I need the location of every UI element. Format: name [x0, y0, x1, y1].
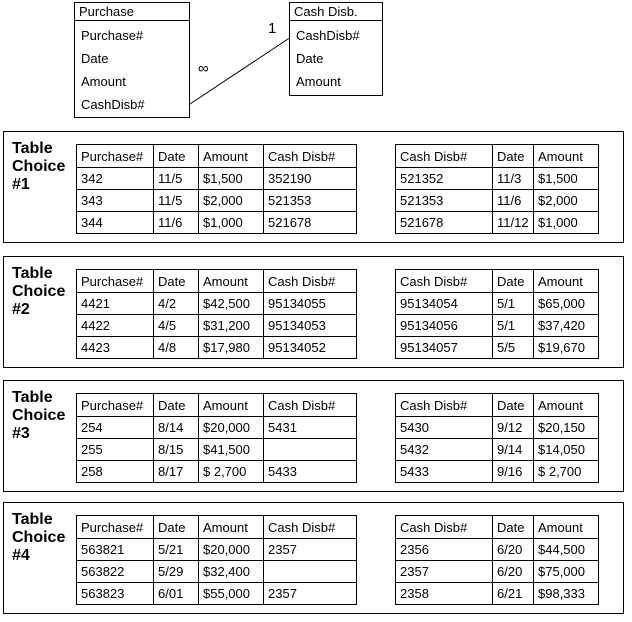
table-row	[396, 190, 599, 212]
table-cell: 5433	[264, 461, 357, 483]
table-cell: 255	[77, 439, 154, 461]
table-cell: 5433	[396, 461, 493, 483]
purchase-attr: Amount	[81, 74, 126, 89]
table-row	[396, 417, 599, 439]
table-row	[77, 212, 357, 234]
table-cell: 9/16	[493, 461, 534, 483]
table-row	[396, 461, 599, 483]
table-row	[396, 293, 599, 315]
cash-disb-table	[395, 393, 599, 483]
table-cell: 95134054	[396, 293, 493, 315]
column-header: Date	[154, 270, 199, 293]
table-cell: 563823	[77, 583, 154, 605]
table-cell: $2,000	[534, 190, 599, 212]
table-cell: 4421	[77, 293, 154, 315]
table-choice-box	[3, 380, 624, 492]
table-cell: 9/14	[493, 439, 534, 461]
table-cell: 521678	[396, 212, 493, 234]
table-cell: 5430	[396, 417, 493, 439]
table-cell: 344	[77, 212, 154, 234]
cash-disb-entity	[289, 2, 383, 96]
table-cell: 521678	[264, 212, 357, 234]
table-header-row	[77, 394, 357, 417]
table-cell: $98,333	[534, 583, 599, 605]
cash-disb-table	[395, 144, 599, 234]
table-choice-label-line: Choice	[12, 529, 66, 546]
column-header: Amount	[534, 394, 599, 417]
table-choice-label-line: #4	[12, 547, 30, 564]
table-cell: 8/14	[154, 417, 199, 439]
table-header-row	[396, 270, 599, 293]
table-cell	[264, 439, 357, 461]
table-cell: 8/15	[154, 439, 199, 461]
purchase-entity-title: Purchase	[75, 3, 189, 21]
table-cell: 2357	[264, 583, 357, 605]
table-row	[77, 315, 357, 337]
table-cell: 6/20	[493, 561, 534, 583]
column-header: Purchase#	[77, 394, 154, 417]
table-cell	[264, 561, 357, 583]
column-header: Date	[493, 270, 534, 293]
table-cell: 95134052	[264, 337, 357, 359]
table-header-row	[77, 145, 357, 168]
table-cell: 6/01	[154, 583, 199, 605]
column-header: Cash Disb#	[396, 145, 493, 168]
table-cell: 2357	[264, 539, 357, 561]
table-cell: $20,000	[199, 539, 264, 561]
table-cell: 4/5	[154, 315, 199, 337]
table-header-row	[77, 516, 357, 539]
purchase-entity	[74, 2, 190, 118]
table-row	[396, 168, 599, 190]
table-row	[396, 439, 599, 461]
column-header: Amount	[534, 270, 599, 293]
table-choice-label-line: Table	[12, 389, 53, 406]
table-cell: $1,000	[534, 212, 599, 234]
table-choice-box	[3, 256, 624, 368]
table-cell: $32,400	[199, 561, 264, 583]
table-choice-label	[12, 389, 65, 443]
table-choice-label	[12, 140, 65, 194]
table-cell: $55,000	[199, 583, 264, 605]
table-cell: $1,500	[199, 168, 264, 190]
table-row	[396, 337, 599, 359]
table-choice-label-line: Table	[12, 265, 53, 282]
table-header-row	[396, 394, 599, 417]
column-header: Date	[154, 145, 199, 168]
table-cell: 563821	[77, 539, 154, 561]
table-cell: 11/5	[154, 190, 199, 212]
table-cell: 2356	[396, 539, 493, 561]
table-cell: $75,000	[534, 561, 599, 583]
cash-disb-table	[395, 269, 599, 359]
column-header: Amount	[199, 394, 264, 417]
column-header: Date	[493, 394, 534, 417]
table-choice-label-line: #1	[12, 176, 30, 193]
table-cell: 11/6	[493, 190, 534, 212]
table-cell: 2358	[396, 583, 493, 605]
table-cell: $31,200	[199, 315, 264, 337]
table-cell: 11/3	[493, 168, 534, 190]
column-header: Cash Disb#	[264, 270, 357, 293]
table-cell: 4423	[77, 337, 154, 359]
column-header: Date	[154, 516, 199, 539]
purchase-attr: CashDisb#	[81, 97, 145, 112]
purchase-attr: Purchase#	[81, 28, 144, 43]
table-cell: 521353	[264, 190, 357, 212]
table-cell: 5/21	[154, 539, 199, 561]
table-cell: 11/5	[154, 168, 199, 190]
column-header: Date	[493, 516, 534, 539]
table-cell: $20,150	[534, 417, 599, 439]
table-row	[77, 539, 357, 561]
purchase-table	[76, 269, 357, 359]
table-row	[77, 190, 357, 212]
table-cell: 254	[77, 417, 154, 439]
table-row	[77, 461, 357, 483]
table-choice-label-line: Table	[12, 511, 53, 528]
table-row	[396, 583, 599, 605]
table-cell: 352190	[264, 168, 357, 190]
purchase-attr: Date	[81, 51, 109, 66]
table-cell: 342	[77, 168, 154, 190]
column-header: Cash Disb#	[264, 516, 357, 539]
column-header: Cash Disb#	[396, 394, 493, 417]
column-header: Cash Disb#	[264, 145, 357, 168]
purchase-table	[76, 393, 357, 483]
column-header: Purchase#	[77, 270, 154, 293]
table-header-row	[396, 145, 599, 168]
table-choice-label-line: Choice	[12, 158, 66, 175]
table-cell: $41,500	[199, 439, 264, 461]
table-cell: 6/20	[493, 539, 534, 561]
table-header-row	[77, 270, 357, 293]
table-cell: 4/2	[154, 293, 199, 315]
table-cell: $42,500	[199, 293, 264, 315]
table-cell: 95134057	[396, 337, 493, 359]
table-cell: $1,500	[534, 168, 599, 190]
table-row	[77, 293, 357, 315]
table-cell: 563822	[77, 561, 154, 583]
table-row	[77, 337, 357, 359]
table-cell: 8/17	[154, 461, 199, 483]
table-cell: $37,420	[534, 315, 599, 337]
cash-disb-attr: Amount	[296, 74, 341, 89]
cash-disb-attr: Date	[296, 51, 324, 66]
cardinality-one: 1	[268, 20, 277, 37]
table-cell: $65,000	[534, 293, 599, 315]
cash-disb-table	[395, 515, 599, 605]
cardinality-many: ∞	[198, 60, 209, 77]
table-cell: $44,500	[534, 539, 599, 561]
table-cell: 5/5	[493, 337, 534, 359]
column-header: Amount	[534, 516, 599, 539]
table-cell: $19,670	[534, 337, 599, 359]
column-header: Amount	[199, 270, 264, 293]
table-cell: 5/1	[493, 293, 534, 315]
column-header: Date	[493, 145, 534, 168]
table-cell: 4422	[77, 315, 154, 337]
cash-disb-attr: CashDisb#	[296, 28, 360, 43]
table-cell: 5431	[264, 417, 357, 439]
column-header: Amount	[534, 145, 599, 168]
table-choice-box	[3, 131, 624, 243]
table-row	[77, 417, 357, 439]
table-cell: $20,000	[199, 417, 264, 439]
column-header: Amount	[199, 145, 264, 168]
table-choice-label	[12, 265, 65, 319]
table-header-row	[396, 516, 599, 539]
column-header: Amount	[199, 516, 264, 539]
table-cell: 11/6	[154, 212, 199, 234]
table-cell: $14,050	[534, 439, 599, 461]
table-cell: 95134055	[264, 293, 357, 315]
table-cell: 521352	[396, 168, 493, 190]
table-row	[396, 315, 599, 337]
table-cell: 2357	[396, 561, 493, 583]
column-header: Purchase#	[77, 145, 154, 168]
table-cell: 6/21	[493, 583, 534, 605]
table-choice-box	[3, 502, 624, 614]
table-cell: 5/1	[493, 315, 534, 337]
table-cell: $17,980	[199, 337, 264, 359]
table-cell: $ 2,700	[534, 461, 599, 483]
table-cell: $ 2,700	[199, 461, 264, 483]
table-cell: 5/29	[154, 561, 199, 583]
table-cell: 95134056	[396, 315, 493, 337]
column-header: Cash Disb#	[396, 270, 493, 293]
table-choice-label-line: Table	[12, 140, 53, 157]
table-row	[396, 539, 599, 561]
table-row	[77, 439, 357, 461]
cash-disb-entity-title: Cash Disb.	[290, 3, 382, 21]
table-row	[396, 212, 599, 234]
table-cell: 5432	[396, 439, 493, 461]
table-cell: 4/8	[154, 337, 199, 359]
table-cell: $2,000	[199, 190, 264, 212]
table-cell: 343	[77, 190, 154, 212]
purchase-table	[76, 144, 357, 234]
table-cell: 9/12	[493, 417, 534, 439]
table-choice-label	[12, 511, 65, 565]
table-choice-label-line: Choice	[12, 283, 66, 300]
table-cell: 95134053	[264, 315, 357, 337]
table-choice-label-line: #3	[12, 425, 30, 442]
table-cell: 521353	[396, 190, 493, 212]
column-header: Date	[154, 394, 199, 417]
table-row	[77, 561, 357, 583]
table-row	[77, 583, 357, 605]
table-row	[77, 168, 357, 190]
table-choice-label-line: #2	[12, 301, 30, 318]
column-header: Cash Disb#	[264, 394, 357, 417]
table-cell: 258	[77, 461, 154, 483]
table-cell: $1,000	[199, 212, 264, 234]
column-header: Cash Disb#	[396, 516, 493, 539]
table-choice-label-line: Choice	[12, 407, 66, 424]
purchase-table	[76, 515, 357, 605]
column-header: Purchase#	[77, 516, 154, 539]
table-cell: 11/12	[493, 212, 534, 234]
table-row	[396, 561, 599, 583]
